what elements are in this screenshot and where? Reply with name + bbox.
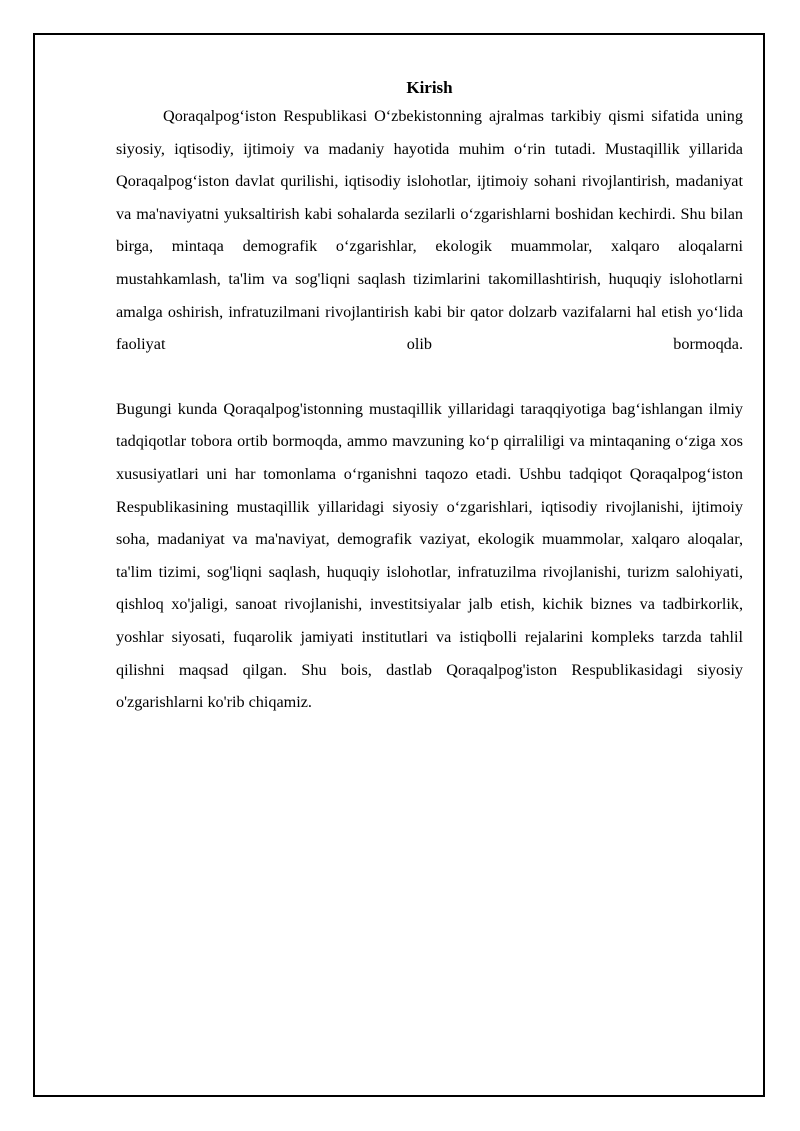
paragraph-research-aim: Bugungi kunda Qoraqalpog'istonning mustaqillik yillaridagi taraqqiyotiga bag‘ishlangan ilmiy tadqiqotlar tobora ortib bormoqda, ammo mavzuning ko‘p qirraliligi va mintaqaning o‘ziga xos xususiyatlari uni har tomonlama o‘rganishni taqozo etadi. Ushbu tadqiqot Qoraqalpog‘iston Respublikasining mustaqillik yillaridagi siyosiy o‘zgarishlari, iqtisodiy rivojlanishi, ijtimoiy soha, madaniyat va ma'naviyat, demografik vaziyat, ekologik muammolar, xalqaro aloqalar, ta'lim tizimi, sog'liqni saqlash, huquqiy islohotlar, infratuzilma rivojlanishi, turizm salohiyati, qishloq xo'jaligi, sanoat rivojlanishi, investitsiyalar jalb etish, kichik biznes va tadbirkorlik, yoshlar siyosati, fuqarolik jamiyati institutlari va istiqbolli rejalarini kompleks tarzda tahlil qilishni maqsad qilgan. Shu bois, dastlab Qoraqalpog'iston Respublikasidagi siyosiy o'zgarishlarni ko'rib chiqamiz.	[116, 399, 743, 712]
paragraph-introduction: Qoraqalpog‘iston Respublikasi O‘zbekistonning ajralmas tarkibiy qismi sifatida uning siyosiy, iqtisodiy, ijtimoiy va madaniy hayotida muhim o‘rin tutadi. Mustaqillik yillarida Qoraqalpog‘iston davlat qurilishi, iqtisodiy islohotlar, ijtimoiy sohani rivojlantirish, madaniyat va ma'naviyatni yuksaltirish kabi sohalarda sezilarli o‘zgarishlarni boshidan kechirdi. Shu bilan birga, mintaqa demografik o‘zgarishlar, ekologik muammolar, xalqaro aloqalarni mustahkamlash, ta'lim va sog'liqni saqlash tizimlarini takomillashtirish, huquqiy islohotlarni amalga oshirish, infratuzilmani rivojlantirish kabi bir qator dolzarb vazifalarni hal etish yo‘lida faoliyat olib bormoqda.	[116, 107, 743, 354]
document-body	[116, 76, 743, 719]
document-title: Kirish	[406, 78, 453, 97]
